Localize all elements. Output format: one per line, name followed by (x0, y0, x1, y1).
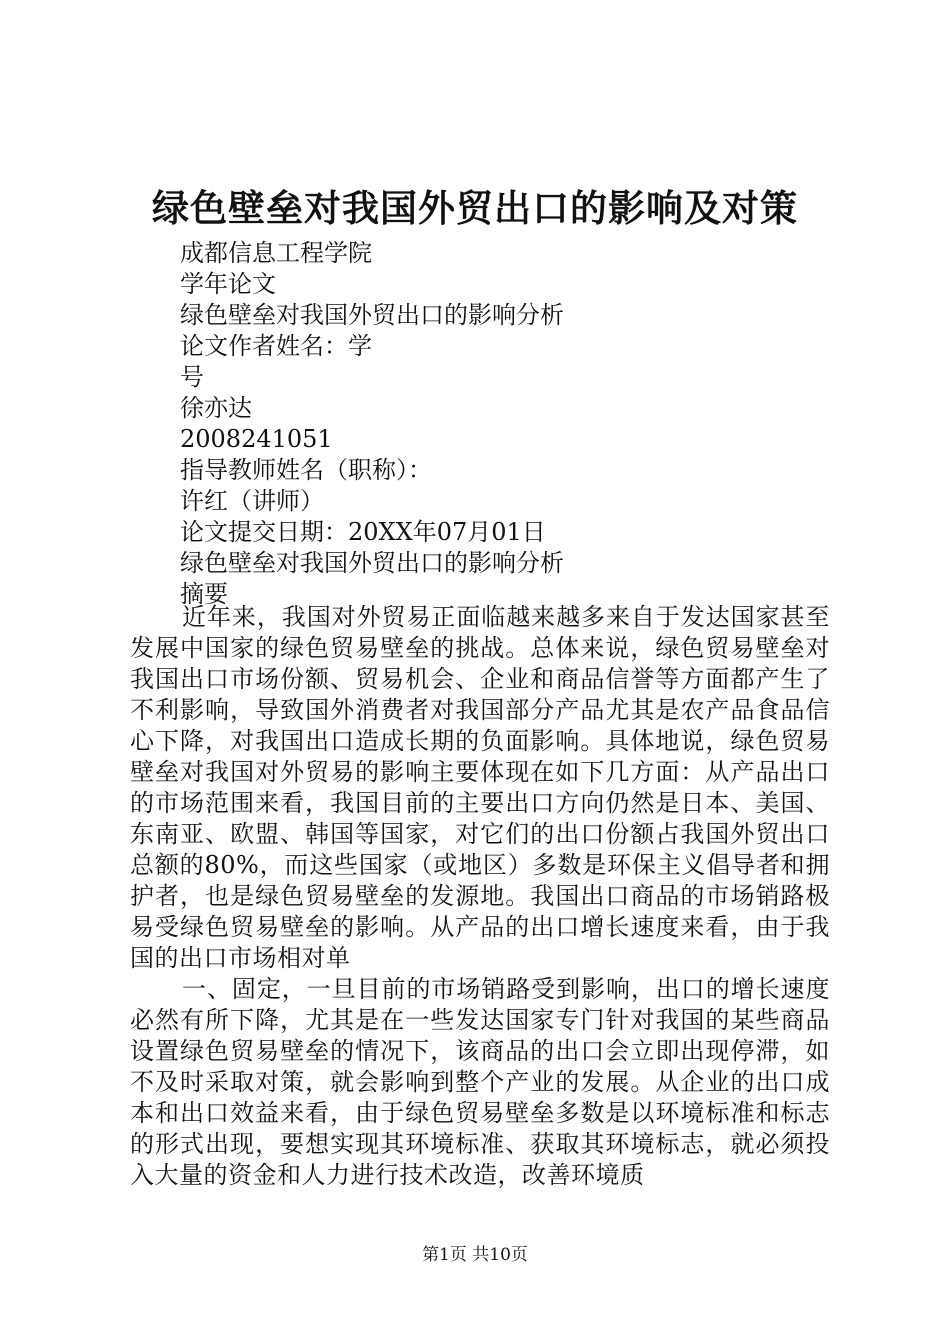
document-meta (180, 238, 880, 610)
document-body (130, 602, 830, 1191)
meta-line: 论文作者姓名：学 (180, 332, 372, 360)
meta-line: 绿色壁垒对我国外贸出口的影响分析 (180, 549, 564, 577)
meta-line: 指导教师姓名（职称）： (180, 456, 432, 484)
page-footer: 第1页 共10页 (422, 1245, 528, 1265)
meta-line: 许红（讲师） (180, 487, 324, 515)
meta-line: 2008241051 (180, 425, 333, 453)
meta-line: 徐亦达 (180, 394, 252, 422)
body-paragraph: 近年来，我国对外贸易正面临越来越多来自于发达国家甚至发展中国家的绿色贸易壁垒的挑战。总体来说，绿色贸易壁垒对我国出口市场份额、贸易机会、企业和商品信誉等方面都产生了不利影响，导致国外消费者对我国部分产品尤其是农产品食品信心下降，对我国出口造成长期的负面影响。具体地说，绿色贸易壁垒对我国对外贸易的影响主要体现在如下几方面：从产品出口的市场范围来看，我国目前的主要出口方向仍然是日本、美国、东南亚、欧盟、韩国等国家，对它们的出口份额占我国外贸出口总额的80%，而这些国家（或地区）多数是环保主义倡导者和拥护者，也是绿色贸易壁垒的发源地。我国出口商品的市场销路极易受绿色贸易壁垒的影响。从产品的出口增长速度来看，由于我国的出口市场相对单 (130, 603, 830, 972)
meta-line: 成都信息工程学院 (180, 239, 372, 267)
document-title: 绿色壁垒对我国外贸出口的影响及对策 (152, 186, 798, 230)
meta-line: 学年论文 (180, 270, 276, 298)
meta-line: 摘要 (180, 580, 228, 608)
meta-line: 论文提交日期：20XX年07月01日 (180, 518, 546, 546)
meta-line: 绿色壁垒对我国外贸出口的影响分析 (180, 301, 564, 329)
meta-line: 号 (180, 363, 204, 391)
body-paragraph: 一、固定，一旦目前的市场销路受到影响，出口的增长速度必然有所下降，尤其是在一些发达国家专门针对我国的某些商品设置绿色贸易壁垒的情况下，该商品的出口会立即出现停滞，如不及时采取对策，就会影响到整个产业的发展。从企业的出口成本和出口效益来看，由于绿色贸易壁垒多数是以环境标准和标志的形式出现，要想实现其环境标准、获取其环境标志，就必须投入大量的资金和人力进行技术改造，改善环境质 (130, 975, 830, 1189)
